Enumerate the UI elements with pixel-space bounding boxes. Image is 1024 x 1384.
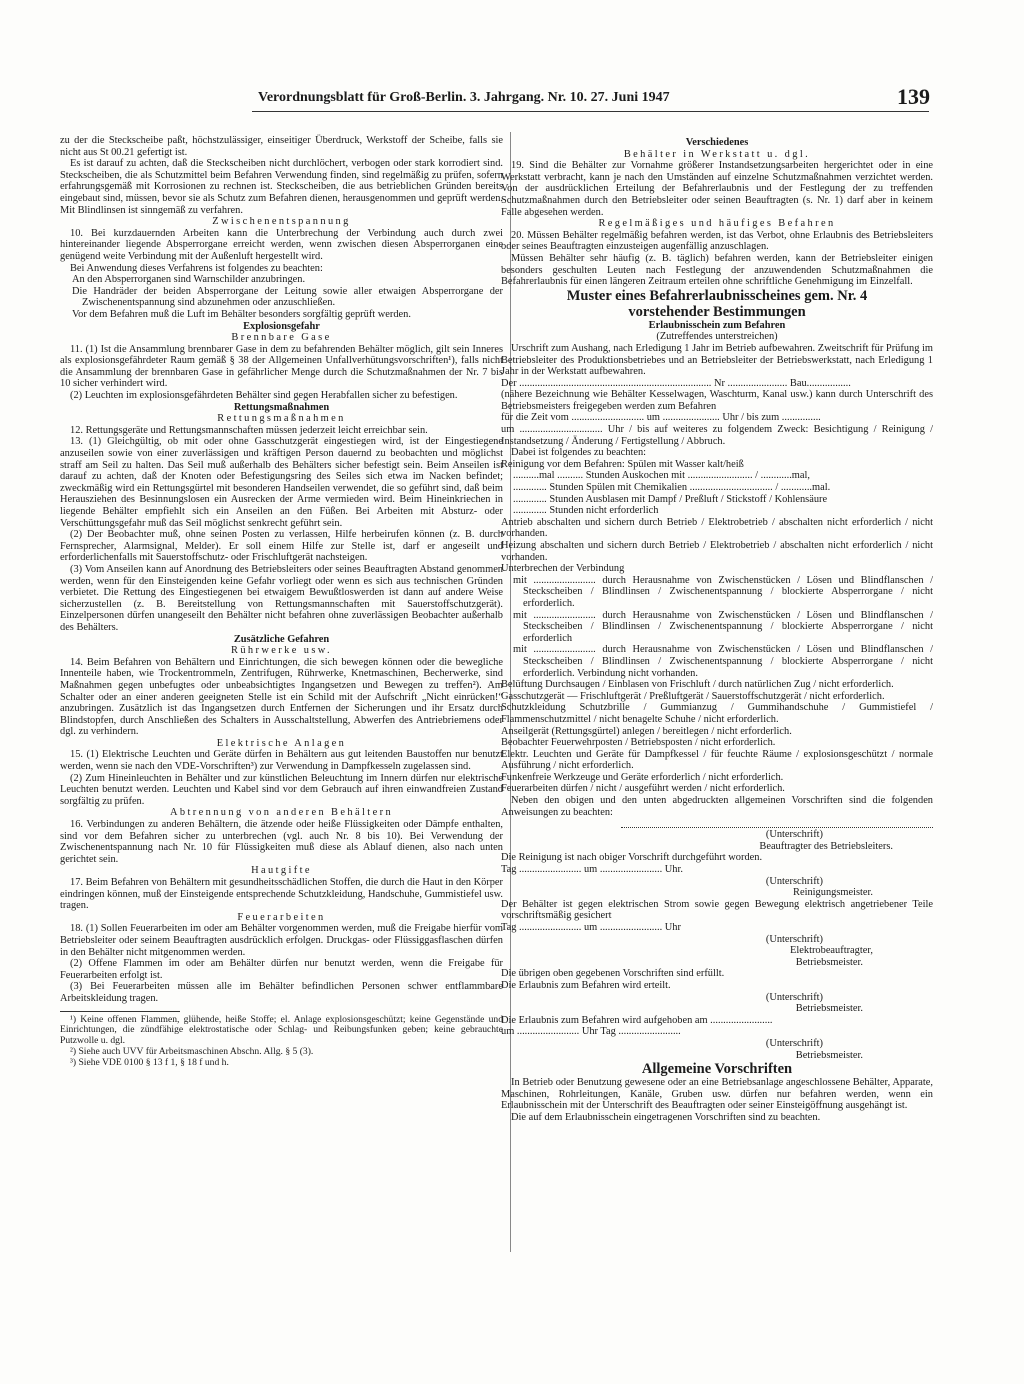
subsection-heading: Regelmäßiges und häufiges Befahren	[598, 218, 836, 230]
section-heading: Zusätzliche Gefahren	[233, 633, 330, 645]
form-line: Reinigung vor dem Befahren: Spülen mit Wasser kalt/heiß	[501, 458, 744, 470]
form-line: Feuerarbeiten dürfen / nicht / ausgeführt werden / nicht erforderlich.	[501, 783, 785, 795]
form-line: Die Reinigung ist nach obiger Vorschrift durchgeführt worden.	[501, 852, 763, 864]
subsection-heading: Elektrische Anlagen	[216, 737, 347, 749]
footnote: ²) Siehe auch UVV für Arbeitsmaschinen Abschn. Allg. § 5 (3).	[70, 1045, 314, 1057]
form-line: Elektr. Leuchten und Geräte für Dampfkessel / für feuchte Räume / explosionsgeschützt / normale Ausführung / nicht erforderlich.	[501, 748, 933, 772]
left-column	[60, 135, 503, 1069]
form-line: Unterbrechen der Verbindung	[501, 563, 625, 575]
form-line: Funkenfreie Werkzeuge und Geräte erforderlich / nicht erforderlich.	[501, 771, 784, 783]
paragraph: (3) Bei Feuerarbeiten müssen alle im Behälter befindlichen Personen schwer entflammbare Arbeitskleidung tragen.	[60, 981, 503, 1004]
signature-role: Betriebsmeister.	[795, 956, 863, 968]
form-line: Die übrigen oben gegebenen Vorschriften sind erfüllt.	[501, 968, 725, 980]
paragraph: 11. (1) Ist die Ansammlung brennbarer Gase in dem zu befahrenden Behälter möglich, gilt sein Inneres als explosionsgefährdeter Raum gemäß § 38 der Allgemeinen Unfallverhütungsvorschriften¹), falls nicht die Ansammlung der brennbaren Gase in gefährlicher Menge durch die Schutzmaßnahmen der Nr. 7 bis 10 sicher verhindert wird.	[60, 343, 503, 390]
section-heading: Zwischenentspannung	[212, 216, 351, 228]
form-line: Die Erlaubnis zum Befahren wird erteilt.	[501, 979, 671, 991]
paragraph: In Betrieb oder Benutzung gewesene oder an eine Betriebsanlage angeschlossene Behälter, Apparate, Maschinen, Rohrleitungen, Kanäle, Gruben usw. dürfen nur befahren werden, wenn ein Erlaubnisschein mit der Unterschrift des Beauftragten oder seiner Einsteigöffnung ausgehängt ist.	[501, 1077, 933, 1112]
paragraph: (2) Zum Hineinleuchten in Behälter und zur künstlichen Beleuchtung im Innern dürfen nur elektrische Leuchten benutzt werden. Leuchten und Kabel sind vor dem Gebrauch auf ihren einwandfreien Zustand sorgfältig zu prüfen.	[60, 772, 503, 807]
signature-label: (Unterschrift)	[765, 875, 823, 887]
form-line: ..........mal .......... Stunden Auskochen mit ......................... / ............mal,	[513, 470, 810, 482]
form-line: ............. Stunden Ausblasen mit Dampf / Preßluft / Stickstoff / Kohlensäure	[513, 493, 828, 505]
right-column	[501, 137, 933, 1124]
paragraph: (2) Der Beobachter muß, ohne seinen Posten zu verlassen, Hilfe herbeirufen können (z. B. durch Fernsprecher, Alarmsignal, Melder). Er soll einem Hilfe zur Stelle ist, darf er angeseilt und erforderlichenfalls mit Sauerstoffschutz- oder Frischluftgerät nachsteigen.	[60, 529, 503, 564]
signature-role: Reinigungsmeister.	[793, 887, 873, 899]
paragraph: 16. Verbindungen zu anderen Behältern, die ätzende oder heiße Flüssigkeiten oder Dämpfe enthalten, sind vor dem Befahren sicher zu unterbrechen (vgl. auch Nr. 8 bis 10). Bei Verwendung der Zwischenentspannung nach Nr. 10 für Flüssigkeiten muß diese als Ablauf dienen, also nach unten gerichtet sein.	[60, 819, 503, 865]
header-rule	[252, 111, 929, 112]
form-line: für die Zeit vom ............................ um ...................... Uhr / bis zum ...............	[501, 412, 821, 424]
signature-line	[621, 827, 933, 828]
footnote-rule	[60, 1011, 180, 1012]
paragraph: (2) Offene Flammen im oder am Behälter dürfen nur benutzt werden, wenn die Freigabe für Feuerarbeiten erfolgt ist.	[60, 958, 503, 981]
footnote: ¹) Keine offenen Flammen, glühende, heiße Stoffe; el. Anlage explosionsgeschützt; keine Gegenstände und Einrichtungen, die zündfähige elektrostatische oder Schlag- und Reibungsfunken geben; keine gebrauchte Putzwolle u. dgl.	[60, 1013, 503, 1047]
form-line: Antrieb abschalten und sichern durch Betrieb / Elektrobetrieb / abschalten nicht erforderlich / nicht vorhanden.	[501, 516, 933, 540]
form-line: Der Behälter ist gegen elektrischen Strom sowie gegen Bewegung elektrisch angetriebener Teile vorschriftsmäßig gesichert	[501, 898, 933, 922]
signature-label: (Unterschrift)	[765, 1037, 823, 1049]
form-line: Gasschutzgerät — Frischluftgerät / Preßluftgerät / Sauerstoffschutzgerät / nicht erforderlich.	[501, 690, 885, 702]
paragraph: Es ist darauf zu achten, daß die Steckscheiben nicht durchlöchert, verbogen oder stark korrodiert sind. Steckscheiben, die als Schutzmittel beim Befahren Verwendung finden, sind regelmäßig zu prüfen, sofern erfahrungsgemäß mit Korrosionen zu rechnen ist. Steckscheiben, die aus betrieblichen Gründen bereits eingebaut sind, müssen, bevor sie als Schutz zum Befahren dienen, herausgenommen und geprüft werden. Mit Blindlinsen ist sinngemäß zu verfahren.	[60, 158, 503, 216]
form-line: Heizung abschalten und sichern durch Betrieb / Elektrobetrieb / abschalten nicht erforderlich / nicht vorhanden.	[501, 540, 933, 563]
signature-role: Betriebsmeister.	[795, 1003, 863, 1015]
signature-label: (Unterschrift)	[765, 991, 823, 1003]
signature-label: (Unterschrift)	[765, 933, 823, 945]
form-line: Anseilgerät (Rettungsgürtel) anlegen / bereitlegen / nicht erforderlich.	[501, 725, 792, 737]
paragraph: 20. Müssen Behälter regelmäßig befahren werden, ist das Verbot, ohne Erlaubnis des Betriebsleiters oder seines Beauftragten einzusteigen augenfällig anzuschlagen.	[501, 229, 933, 253]
form-line: ............. Stunden nicht erforderlich	[513, 505, 659, 517]
paragraph: 19. Sind die Behälter zur Vornahme größerer Instandsetzungsarbeiten hergerichtet oder in eine Werkstatt verbracht, kann je nach den Umständen auf einzelne Schutzmaßnahmen verzichtet werden. Von der ausdrücklichen Erteilung der Befahrerlaubnis und der Festlegung der zu treffenden Schutzmaßnahmen durch den Betriebsleiter oder seinen Beauftragten (s. Nr. 1) darf aber in keinem Falle abgesehen werden.	[501, 160, 933, 218]
form-line: Der .......................................................................... Nr ....................... Bau.................	[501, 377, 851, 389]
form-line: um ................................ Uhr / bis auf weiteres zu folgendem Zweck: Besichtigung / Reinigung / Instandsetzung / Änderung / Fertigstellung / Abbruch.	[501, 424, 933, 447]
footnote: ³) Siehe VDE 0100 § 13 f 1, § 18 f und h.	[70, 1056, 229, 1068]
section-heading: Verschiedenes	[685, 137, 749, 148]
signature-role: Elektrobeauftragter,	[790, 945, 873, 957]
subsection-heading: Abtrennung von anderen Behältern	[169, 807, 394, 819]
paragraph: 14. Beim Befahren von Behältern und Einrichtungen, die sich bewegen können oder die bewegliche Innenteile haben, wie Trockentrommeln, Zentrifugen, Rührwerke, Knetmaschinen, Becherwerke, sind Maßnahmen gegen unbefugtes oder unbeabsichtigtes Ingangsetzen und Bewegen zu treffen²). Am Schalter oder an einer anderen geeigneten Stelle ist ein Schild mit der Aufschrift „Nicht einrücken!“ anzubringen. Zusätzlich ist das Ingangsetzen durch Entfernen der Sicherungen und ihr Ersatz durch Blindstopfen, durch Anschließen des Schalters in Ausschaltstellung, Abwerfen des Antriebriemens oder dgl. zu verhindern.	[60, 656, 503, 738]
form-title-line2: vorstehender Bestimmungen	[628, 303, 806, 320]
form-line: um ........................ Uhr Tag ........................	[501, 1026, 681, 1038]
section-heading: Explosionsgefahr	[243, 320, 320, 332]
section-heading: Rettungsmaßnahmen	[233, 401, 330, 413]
form-line: Beobachter Feuerwehrposten / Betriebsposten / nicht erforderlich.	[501, 737, 776, 749]
form-line: Schutzkleidung Schutzbrille / Gummianzug / Gummihandschuhe / Gummistiefel / Flammenschutzmittel / nicht benagelte Schuhe / nicht erforderlich.	[501, 702, 933, 725]
subsection-heading: Behälter in Werkstatt u. dgl.	[623, 148, 811, 160]
signature-label: (Unterschrift)	[765, 829, 823, 841]
form-line: mit ........................ durch Herausnahme von Zwischenstücken / Lösen und Blindflanschen / Steckscheiben / Blindlinsen / Zwischenentspannung / blockierte Absperrorgane / nicht erforderlich. Verbindung nicht vorhanden.	[513, 644, 933, 679]
paragraph: (2) Leuchten im explosionsgefährdeten Behälter sind gegen Herabfallen sicher zu befestigen.	[70, 390, 458, 402]
form-line: Tag ........................ um ........................ Uhr.	[501, 864, 683, 876]
paragraph: zu der die Steckscheibe paßt, höchstzulässiger, einseitiger Überdruck, Werkstoff der Scheibe, falls sie nicht aus St 00.21 gefertigt ist.	[60, 135, 503, 158]
subsection-heading: Rettungsmaßnahmen	[217, 413, 346, 425]
form-line: ............. Stunden Spülen mit Chemikalien ................................ / ............mal.	[513, 482, 831, 494]
subsection-heading: Feuerarbeiten	[237, 911, 326, 923]
form-line: (nähere Bezeichnung wie Behälter Kesselwagen, Waschturm, Kanal usw.) kann durch Unterschrift des Betriebsmeisters freigegeben werden zum Befahren	[501, 389, 933, 412]
paragraph: 10. Bei kurzdauernden Arbeiten kann die Unterbrechung der Verbindung auch durch zwei hintereinander liegende Absperrorgane erreicht werden, wenn zwischen diesen Absperrorganen eine genügend weite Verbindung mit der Außenluft hergestellt wird.	[60, 227, 503, 262]
paragraph: 13. (1) Gleichgültig, ob mit oder ohne Gasschutzgerät eingestiegen wird, ist der Eingestiegene anzuseilen sowie von einer zuverlässigen und kräftigen Person dauernd zu beobachten und möglichst straff am Seil zu halten. Das Seil muß außerhalb des Behälters sicher befestigt sein. Beim Anseilen ist darauf zu achten, daß der Knoten oder Befestigungsring des Seiles sich etwa im Nacken befindet; zweckmäßig wird ein Rettungsgürtel mit besonderen Handseilen verwendet, die so geführt sind, daß beim Herausziehen des Besinnungslosen ein Ausrecken der Arme vermieden wird. Beim Hineinkriechen in liegende Behälter empfiehlt sich ein Anseilen an den Füßen. Bei Arbeiten mit Absturz- oder Verschüttungsgefahr muß das Seil möglichst senkrecht geführt sein.	[60, 436, 503, 529]
paragraph: 12. Rettungsgeräte und Rettungsmannschaften müssen jederzeit leicht erreichbar sein.	[70, 424, 428, 436]
paragraph: Urschrift zum Aushang, nach Erledigung 1 Jahr im Betrieb aufbewahren. Zweitschrift für Prüfung im Betriebsleiter des Produktionsbetriebes und an Betriebsleiter der Betriebswerkstatt, nach Erledigung 1 Jahr in der Werkstatt aufbewahren.	[501, 342, 933, 378]
paragraph: An den Absperrorganen sind Warnschilder anzubringen.	[72, 274, 306, 286]
paragraph: Die Handräder der beiden Absperrorgane der Leitung sowie aller etwaigen Absperrorgane der Zwischenentspannung sind abzunehmen oder anzuschließen.	[72, 285, 503, 309]
paragraph: (3) Vom Anseilen kann auf Anordnung des Betriebsleiters oder seines Beauftragten Abstand genommen werden, wenn für den Einsteigenden keine Gefahr vorliegt oder wenn es sich aus technischen Gründen verbietet. Die Rettung des Eingestiegenen bei etwaigem Bewußtloswerden ist dann auf andere Weise sicherzustellen (z. B. Bereitstellung von Rettungsmannschaften mit Sauerstoffschutzgerät). Einzelpersonen dürfen unangeseilt den Behälter nicht befahren ohne zuverlässigen Beobachter außerhalb des Behälters.	[60, 563, 503, 633]
subsection-heading: Rührwerke usw.	[230, 645, 333, 657]
paragraph: Müssen Behälter sehr häufig (z. B. täglich) befahren werden, kann der Betriebsleiter einigen besonders geschulten Leuten nach Festlegung der anzuwendenden Schutzmaßnahmen die Befahrerlaubnis für einen längeren Zeitraum erteilen ohne schriftliche Genehmigung im Einzelfall.	[501, 252, 933, 288]
form-line: Die Erlaubnis zum Befahren wird aufgehoben am ........................	[501, 1014, 773, 1026]
page-header: Verordnungsblatt für Groß-Berlin. 3. Jahrgang. Nr. 10. 27. Juni 1947	[258, 90, 670, 105]
form-line: Tag ........................ um ........................ Uhr	[501, 922, 681, 933]
form-line: mit ........................ durch Herausnahme von Zwischenstücken / Lösen und Blindflanschen / Steckscheiben / Blindlinsen / Zwischenentspannung / blockierte Absperrorgane / nicht erforderlich.	[513, 574, 933, 609]
form-subtitle: Erlaubnisschein zum Befahren	[648, 319, 786, 331]
page-number: 139	[897, 84, 930, 109]
form-note: (Zutreffendes unterstreichen)	[656, 331, 778, 343]
form-line: mit ........................ durch Herausnahme von Zwischenstücken / Lösen und Blindflanschen / Steckscheiben / Blindlinsen / Zwischenentspannung / blockierte Absperrorgane / nicht erforderlich	[513, 609, 933, 644]
paragraph: Die auf dem Erlaubnisschein eingetragenen Vorschriften sind zu beachten.	[511, 1111, 821, 1123]
subsection-heading: Hautgifte	[251, 865, 312, 877]
subsection-heading: Brennbare Gase	[231, 332, 332, 344]
signature-role: Beauftragter des Betriebsleiters.	[759, 840, 893, 852]
paragraph: 18. (1) Sollen Feuerarbeiten im oder am Behälter vorgenommen werden, muß die Freigabe hierfür vom Betriebsleiter oder seinem Beauftragten ausdrücklich erfolgen. Druckgas- oder Flüssiggasflaschen dürfen in den Behälter nicht mitgenommen werden.	[60, 923, 503, 958]
signature-role: Betriebsmeister.	[795, 1049, 863, 1061]
form-line: Dabei ist folgendes zu beachten:	[511, 447, 647, 459]
paragraph: 15. (1) Elektrische Leuchten und Geräte dürfen in Behältern aus gut leitenden Baustoffen nur benutzt werden, wenn sie nach den VDE-Vorschriften³) zur Verwendung in Dampfkesseln zugelassen sind.	[60, 749, 503, 773]
paragraph: 17. Beim Befahren von Behältern mit gesundheitsschädlichen Stoffen, die durch die Haut in den Körper eindringen können, muß der Einsteigende entsprechende Schutzkleidung, Handschuhe, Gummistiefel usw. tragen.	[60, 877, 503, 912]
paragraph: Vor dem Befahren muß die Luft im Behälter besonders sorgfältig geprüft werden.	[72, 308, 411, 320]
paragraph: Bei Anwendung dieses Verfahrens ist folgendes zu beachten:	[70, 262, 323, 274]
form-line: Neben den obigen und den unten abgedruckten allgemeinen Vorschriften sind die folgenden Anweisungen zu beachten:	[501, 795, 933, 818]
form-title: Muster eines Befahrerlaubnisscheines gem. Nr. 4	[566, 287, 868, 304]
section-heading: Allgemeine Vorschriften	[641, 1061, 793, 1078]
form-line: Belüftung Durchsaugen / Einblasen von Frischluft / durch natürlichen Zug / nicht erforderlich.	[501, 679, 894, 691]
